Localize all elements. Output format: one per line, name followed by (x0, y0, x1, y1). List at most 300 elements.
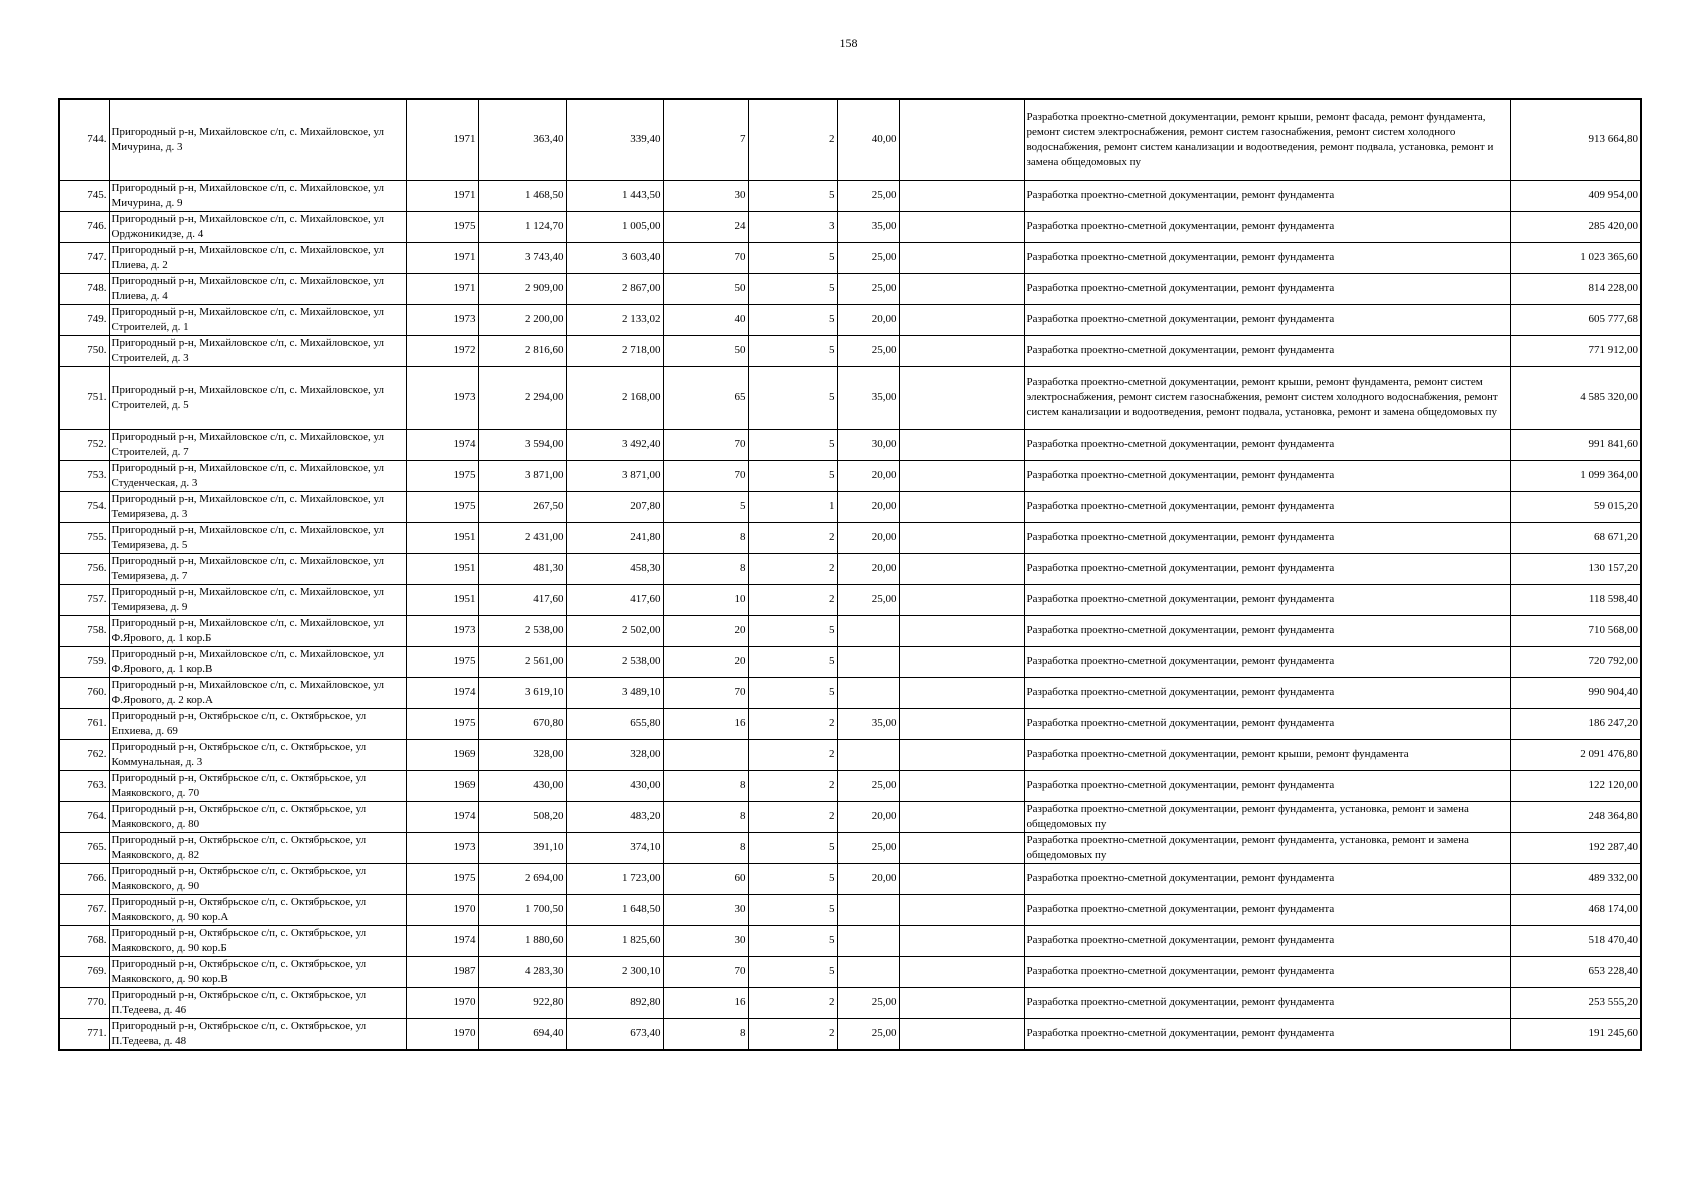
works-cell: Разработка проектно-сметной документации, ремонт фундамента (1024, 429, 1510, 460)
row-number-cell: 753. (59, 460, 109, 491)
year-built-cell: 1975 (406, 491, 478, 522)
wear-percent-cell: 40,00 (837, 99, 899, 180)
row-number-cell: 764. (59, 801, 109, 832)
year-built-cell: 1970 (406, 987, 478, 1018)
residents-cell: 60 (663, 863, 748, 894)
floors-cell: 5 (748, 242, 837, 273)
living-area-cell: 339,40 (566, 99, 663, 180)
row-number-cell: 767. (59, 894, 109, 925)
empty-cell (899, 863, 1024, 894)
table-row (59, 180, 1641, 211)
address-cell: Пригородный р-н, Михайловское с/п, с. Михайловское, ул Ф.Ярового, д. 2 кор.А (109, 677, 406, 708)
cost-cell: 653 228,40 (1510, 956, 1641, 987)
row-number-cell: 745. (59, 180, 109, 211)
wear-percent-cell (837, 677, 899, 708)
row-number-cell: 751. (59, 366, 109, 429)
living-area-cell: 2 867,00 (566, 273, 663, 304)
works-cell: Разработка проектно-сметной документации, ремонт крыши, ремонт фундамента, ремонт систем электроснабжения, ремонт систем газоснабжения, ремонт систем холодного водоснабжения, ремонт систем канализации и водоотведения, ремонт подвала, установка, ремонт и замена общедомовых пу (1024, 366, 1510, 429)
address-cell: Пригородный р-н, Михайловское с/п, с. Михайловское, ул Строителей, д. 5 (109, 366, 406, 429)
cost-cell: 186 247,20 (1510, 708, 1641, 739)
wear-percent-cell (837, 894, 899, 925)
works-cell: Разработка проектно-сметной документации, ремонт фундамента, установка, ремонт и замена общедомовых пу (1024, 832, 1510, 863)
cost-cell: 59 015,20 (1510, 491, 1641, 522)
floors-cell: 2 (748, 553, 837, 584)
year-built-cell: 1969 (406, 739, 478, 770)
table-row (59, 1018, 1641, 1050)
empty-cell (899, 429, 1024, 460)
residents-cell: 8 (663, 770, 748, 801)
address-cell: Пригородный р-н, Михайловское с/п, с. Михайловское, ул Мичурина, д. 3 (109, 99, 406, 180)
works-cell: Разработка проектно-сметной документации, ремонт фундамента (1024, 894, 1510, 925)
living-area-cell: 483,20 (566, 801, 663, 832)
living-area-cell: 892,80 (566, 987, 663, 1018)
address-cell: Пригородный р-н, Октябрьское с/п, с. Октябрьское, ул Маяковского, д. 82 (109, 832, 406, 863)
table-row (59, 646, 1641, 677)
total-area-cell: 922,80 (478, 987, 566, 1018)
works-cell: Разработка проектно-сметной документации, ремонт фундамента (1024, 522, 1510, 553)
empty-cell (899, 708, 1024, 739)
address-cell: Пригородный р-н, Михайловское с/п, с. Михайловское, ул Темирязева, д. 7 (109, 553, 406, 584)
empty-cell (899, 180, 1024, 211)
cost-cell: 2 091 476,80 (1510, 739, 1641, 770)
floors-cell: 5 (748, 894, 837, 925)
year-built-cell: 1951 (406, 522, 478, 553)
living-area-cell: 1 723,00 (566, 863, 663, 894)
row-number-cell: 759. (59, 646, 109, 677)
empty-cell (899, 211, 1024, 242)
empty-cell (899, 242, 1024, 273)
residents-cell: 70 (663, 242, 748, 273)
works-cell: Разработка проектно-сметной документации, ремонт фундамента (1024, 242, 1510, 273)
residents-cell: 30 (663, 894, 748, 925)
wear-percent-cell: 25,00 (837, 987, 899, 1018)
floors-cell: 5 (748, 832, 837, 863)
living-area-cell: 207,80 (566, 491, 663, 522)
cost-cell: 130 157,20 (1510, 553, 1641, 584)
floors-cell: 2 (748, 739, 837, 770)
address-cell: Пригородный р-н, Октябрьское с/п, с. Октябрьское, ул Епхиева, д. 69 (109, 708, 406, 739)
living-area-cell: 3 603,40 (566, 242, 663, 273)
living-area-cell: 3 492,40 (566, 429, 663, 460)
wear-percent-cell: 20,00 (837, 460, 899, 491)
year-built-cell: 1975 (406, 211, 478, 242)
empty-cell (899, 894, 1024, 925)
total-area-cell: 1 468,50 (478, 180, 566, 211)
residents-cell: 8 (663, 801, 748, 832)
residents-cell: 24 (663, 211, 748, 242)
empty-cell (899, 522, 1024, 553)
residents-cell: 16 (663, 987, 748, 1018)
table-row (59, 304, 1641, 335)
residents-cell: 50 (663, 273, 748, 304)
total-area-cell: 481,30 (478, 553, 566, 584)
floors-cell: 3 (748, 211, 837, 242)
total-area-cell: 3 594,00 (478, 429, 566, 460)
living-area-cell: 1 005,00 (566, 211, 663, 242)
total-area-cell: 391,10 (478, 832, 566, 863)
total-area-cell: 694,40 (478, 1018, 566, 1050)
year-built-cell: 1974 (406, 677, 478, 708)
floors-cell: 2 (748, 708, 837, 739)
cost-cell: 4 585 320,00 (1510, 366, 1641, 429)
works-cell: Разработка проектно-сметной документации, ремонт фундамента (1024, 211, 1510, 242)
works-cell: Разработка проектно-сметной документации, ремонт фундамента (1024, 460, 1510, 491)
year-built-cell: 1971 (406, 273, 478, 304)
works-cell: Разработка проектно-сметной документации, ремонт фундамента (1024, 708, 1510, 739)
address-cell: Пригородный р-н, Октябрьское с/п, с. Октябрьское, ул Маяковского, д. 70 (109, 770, 406, 801)
floors-cell: 2 (748, 99, 837, 180)
wear-percent-cell: 35,00 (837, 211, 899, 242)
cost-cell: 605 777,68 (1510, 304, 1641, 335)
cost-cell: 1 023 365,60 (1510, 242, 1641, 273)
total-area-cell: 3 619,10 (478, 677, 566, 708)
empty-cell (899, 770, 1024, 801)
total-area-cell: 3 743,40 (478, 242, 566, 273)
row-number-cell: 766. (59, 863, 109, 894)
wear-percent-cell (837, 739, 899, 770)
total-area-cell: 3 871,00 (478, 460, 566, 491)
total-area-cell: 670,80 (478, 708, 566, 739)
row-number-cell: 748. (59, 273, 109, 304)
floors-cell: 5 (748, 304, 837, 335)
address-cell: Пригородный р-н, Михайловское с/п, с. Михайловское, ул Темирязева, д. 9 (109, 584, 406, 615)
works-cell: Разработка проектно-сметной документации, ремонт фундамента (1024, 925, 1510, 956)
total-area-cell: 1 880,60 (478, 925, 566, 956)
row-number-cell: 771. (59, 1018, 109, 1050)
living-area-cell: 374,10 (566, 832, 663, 863)
empty-cell (899, 925, 1024, 956)
empty-cell (899, 987, 1024, 1018)
cost-cell: 118 598,40 (1510, 584, 1641, 615)
cost-cell: 285 420,00 (1510, 211, 1641, 242)
residents-cell: 8 (663, 832, 748, 863)
wear-percent-cell: 25,00 (837, 273, 899, 304)
residents-cell (663, 739, 748, 770)
cost-cell: 991 841,60 (1510, 429, 1641, 460)
empty-cell (899, 491, 1024, 522)
total-area-cell: 2 200,00 (478, 304, 566, 335)
living-area-cell: 2 538,00 (566, 646, 663, 677)
year-built-cell: 1970 (406, 894, 478, 925)
address-cell: Пригородный р-н, Михайловское с/п, с. Михайловское, ул Темирязева, д. 5 (109, 522, 406, 553)
year-built-cell: 1975 (406, 646, 478, 677)
works-cell: Разработка проектно-сметной документации, ремонт фундамента (1024, 956, 1510, 987)
cost-cell: 191 245,60 (1510, 1018, 1641, 1050)
cost-cell: 489 332,00 (1510, 863, 1641, 894)
residents-cell: 20 (663, 615, 748, 646)
total-area-cell: 2 538,00 (478, 615, 566, 646)
table-row (59, 801, 1641, 832)
living-area-cell: 2 168,00 (566, 366, 663, 429)
table-row (59, 335, 1641, 366)
table-row (59, 273, 1641, 304)
works-cell: Разработка проектно-сметной документации, ремонт фундамента (1024, 646, 1510, 677)
floors-cell: 5 (748, 925, 837, 956)
total-area-cell: 2 816,60 (478, 335, 566, 366)
works-cell: Разработка проектно-сметной документации, ремонт фундамента (1024, 553, 1510, 584)
living-area-cell: 673,40 (566, 1018, 663, 1050)
empty-cell (899, 366, 1024, 429)
wear-percent-cell: 35,00 (837, 366, 899, 429)
cost-cell: 68 671,20 (1510, 522, 1641, 553)
works-cell: Разработка проектно-сметной документации, ремонт фундамента (1024, 335, 1510, 366)
empty-cell (899, 460, 1024, 491)
wear-percent-cell: 35,00 (837, 708, 899, 739)
cost-cell: 248 364,80 (1510, 801, 1641, 832)
table-row (59, 242, 1641, 273)
floors-cell: 5 (748, 956, 837, 987)
total-area-cell: 2 561,00 (478, 646, 566, 677)
wear-percent-cell: 25,00 (837, 180, 899, 211)
living-area-cell: 3 489,10 (566, 677, 663, 708)
residents-cell: 5 (663, 491, 748, 522)
row-number-cell: 770. (59, 987, 109, 1018)
wear-percent-cell: 20,00 (837, 491, 899, 522)
floors-cell: 5 (748, 366, 837, 429)
table-row (59, 708, 1641, 739)
row-number-cell: 755. (59, 522, 109, 553)
address-cell: Пригородный р-н, Октябрьское с/п, с. Октябрьское, ул Коммунальная, д. 3 (109, 739, 406, 770)
floors-cell: 2 (748, 522, 837, 553)
table-row (59, 925, 1641, 956)
wear-percent-cell: 25,00 (837, 832, 899, 863)
living-area-cell: 2 300,10 (566, 956, 663, 987)
table-row (59, 677, 1641, 708)
empty-cell (899, 1018, 1024, 1050)
works-cell: Разработка проектно-сметной документации, ремонт фундамента (1024, 304, 1510, 335)
housing-repair-table (58, 98, 1642, 1051)
living-area-cell: 1 443,50 (566, 180, 663, 211)
residents-cell: 70 (663, 429, 748, 460)
living-area-cell: 1 648,50 (566, 894, 663, 925)
year-built-cell: 1971 (406, 242, 478, 273)
wear-percent-cell (837, 646, 899, 677)
table-row (59, 863, 1641, 894)
residents-cell: 70 (663, 460, 748, 491)
address-cell: Пригородный р-н, Октябрьское с/п, с. Октябрьское, ул Маяковского, д. 90 кор.В (109, 956, 406, 987)
total-area-cell: 2 431,00 (478, 522, 566, 553)
living-area-cell: 2 502,00 (566, 615, 663, 646)
empty-cell (899, 335, 1024, 366)
floors-cell: 5 (748, 646, 837, 677)
empty-cell (899, 273, 1024, 304)
row-number-cell: 754. (59, 491, 109, 522)
total-area-cell: 1 124,70 (478, 211, 566, 242)
empty-cell (899, 553, 1024, 584)
cost-cell: 192 287,40 (1510, 832, 1641, 863)
address-cell: Пригородный р-н, Михайловское с/п, с. Михайловское, ул Ф.Ярового, д. 1 кор.Б (109, 615, 406, 646)
row-number-cell: 757. (59, 584, 109, 615)
year-built-cell: 1973 (406, 832, 478, 863)
table-row (59, 770, 1641, 801)
year-built-cell: 1987 (406, 956, 478, 987)
table-row (59, 739, 1641, 770)
table-row (59, 894, 1641, 925)
address-cell: Пригородный р-н, Михайловское с/п, с. Михайловское, ул Строителей, д. 7 (109, 429, 406, 460)
table-row (59, 491, 1641, 522)
works-cell: Разработка проектно-сметной документации, ремонт фундамента (1024, 615, 1510, 646)
wear-percent-cell (837, 956, 899, 987)
works-cell: Разработка проектно-сметной документации, ремонт фундамента (1024, 180, 1510, 211)
floors-cell: 5 (748, 429, 837, 460)
address-cell: Пригородный р-н, Октябрьское с/п, с. Октябрьское, ул П.Тедеева, д. 46 (109, 987, 406, 1018)
year-built-cell: 1975 (406, 460, 478, 491)
empty-cell (899, 646, 1024, 677)
floors-cell: 5 (748, 180, 837, 211)
floors-cell: 5 (748, 615, 837, 646)
year-built-cell: 1973 (406, 615, 478, 646)
table-row (59, 429, 1641, 460)
living-area-cell: 655,80 (566, 708, 663, 739)
table-row (59, 460, 1641, 491)
works-cell: Разработка проектно-сметной документации, ремонт фундамента (1024, 770, 1510, 801)
wear-percent-cell: 20,00 (837, 522, 899, 553)
year-built-cell: 1975 (406, 708, 478, 739)
row-number-cell: 744. (59, 99, 109, 180)
empty-cell (899, 832, 1024, 863)
empty-cell (899, 677, 1024, 708)
table-row (59, 553, 1641, 584)
wear-percent-cell: 30,00 (837, 429, 899, 460)
works-cell: Разработка проектно-сметной документации, ремонт крыши, ремонт фундамента (1024, 739, 1510, 770)
floors-cell: 5 (748, 863, 837, 894)
works-cell: Разработка проектно-сметной документации, ремонт фундамента (1024, 987, 1510, 1018)
address-cell: Пригородный р-н, Октябрьское с/п, с. Октябрьское, ул Маяковского, д. 90 (109, 863, 406, 894)
residents-cell: 7 (663, 99, 748, 180)
total-area-cell: 363,40 (478, 99, 566, 180)
wear-percent-cell: 25,00 (837, 1018, 899, 1050)
table-row (59, 99, 1641, 180)
total-area-cell: 1 700,50 (478, 894, 566, 925)
cost-cell: 720 792,00 (1510, 646, 1641, 677)
address-cell: Пригородный р-н, Октябрьское с/п, с. Октябрьское, ул Маяковского, д. 90 кор.А (109, 894, 406, 925)
residents-cell: 30 (663, 180, 748, 211)
table-row (59, 987, 1641, 1018)
cost-cell: 122 120,00 (1510, 770, 1641, 801)
cost-cell: 1 099 364,00 (1510, 460, 1641, 491)
row-number-cell: 749. (59, 304, 109, 335)
year-built-cell: 1951 (406, 553, 478, 584)
residents-cell: 30 (663, 925, 748, 956)
table-row (59, 366, 1641, 429)
page-number: 158 (839, 36, 858, 50)
row-number-cell: 760. (59, 677, 109, 708)
works-cell: Разработка проектно-сметной документации, ремонт фундамента (1024, 677, 1510, 708)
cost-cell: 913 664,80 (1510, 99, 1641, 180)
table-row (59, 522, 1641, 553)
wear-percent-cell (837, 615, 899, 646)
table-row (59, 832, 1641, 863)
cost-cell: 253 555,20 (1510, 987, 1641, 1018)
wear-percent-cell: 20,00 (837, 863, 899, 894)
year-built-cell: 1951 (406, 584, 478, 615)
works-cell: Разработка проектно-сметной документации, ремонт фундамента (1024, 1018, 1510, 1050)
empty-cell (899, 956, 1024, 987)
address-cell: Пригородный р-н, Михайловское с/п, с. Михайловское, ул Строителей, д. 1 (109, 304, 406, 335)
year-built-cell: 1971 (406, 99, 478, 180)
empty-cell (899, 739, 1024, 770)
address-cell: Пригородный р-н, Михайловское с/п, с. Михайловское, ул Плиева, д. 4 (109, 273, 406, 304)
year-built-cell: 1973 (406, 366, 478, 429)
address-cell: Пригородный р-н, Михайловское с/п, с. Михайловское, ул Плиева, д. 2 (109, 242, 406, 273)
wear-percent-cell: 25,00 (837, 770, 899, 801)
works-cell: Разработка проектно-сметной документации, ремонт крыши, ремонт фасада, ремонт фундамента, ремонт систем электроснабжения, ремонт систем газоснабжения, ремонт систем холодного водоснабжения, ремонт систем канализации и водоотведения, ремонт подвала, установка, ремонт и замена общедомовых пу (1024, 99, 1510, 180)
row-number-cell: 746. (59, 211, 109, 242)
floors-cell: 2 (748, 770, 837, 801)
works-cell: Разработка проектно-сметной документации, ремонт фундамента (1024, 863, 1510, 894)
total-area-cell: 267,50 (478, 491, 566, 522)
cost-cell: 409 954,00 (1510, 180, 1641, 211)
residents-cell: 65 (663, 366, 748, 429)
year-built-cell: 1974 (406, 801, 478, 832)
address-cell: Пригородный р-н, Михайловское с/п, с. Михайловское, ул Темирязева, д. 3 (109, 491, 406, 522)
residents-cell: 8 (663, 522, 748, 553)
year-built-cell: 1975 (406, 863, 478, 894)
total-area-cell: 2 909,00 (478, 273, 566, 304)
living-area-cell: 458,30 (566, 553, 663, 584)
total-area-cell: 2 294,00 (478, 366, 566, 429)
total-area-cell: 328,00 (478, 739, 566, 770)
living-area-cell: 2 133,02 (566, 304, 663, 335)
year-built-cell: 1969 (406, 770, 478, 801)
cost-cell: 468 174,00 (1510, 894, 1641, 925)
row-number-cell: 762. (59, 739, 109, 770)
cost-cell: 771 912,00 (1510, 335, 1641, 366)
total-area-cell: 2 694,00 (478, 863, 566, 894)
works-cell: Разработка проектно-сметной документации, ремонт фундамента (1024, 584, 1510, 615)
row-number-cell: 768. (59, 925, 109, 956)
total-area-cell: 430,00 (478, 770, 566, 801)
address-cell: Пригородный р-н, Октябрьское с/п, с. Октябрьское, ул Маяковского, д. 80 (109, 801, 406, 832)
living-area-cell: 417,60 (566, 584, 663, 615)
floors-cell: 2 (748, 1018, 837, 1050)
year-built-cell: 1974 (406, 925, 478, 956)
address-cell: Пригородный р-н, Михайловское с/п, с. Михайловское, ул Строителей, д. 3 (109, 335, 406, 366)
total-area-cell: 508,20 (478, 801, 566, 832)
wear-percent-cell: 20,00 (837, 553, 899, 584)
floors-cell: 5 (748, 273, 837, 304)
works-cell: Разработка проектно-сметной документации, ремонт фундамента (1024, 273, 1510, 304)
table-row (59, 956, 1641, 987)
wear-percent-cell: 20,00 (837, 801, 899, 832)
living-area-cell: 1 825,60 (566, 925, 663, 956)
row-number-cell: 758. (59, 615, 109, 646)
living-area-cell: 2 718,00 (566, 335, 663, 366)
residents-cell: 8 (663, 553, 748, 584)
residents-cell: 50 (663, 335, 748, 366)
address-cell: Пригородный р-н, Михайловское с/п, с. Михайловское, ул Студенческая, д. 3 (109, 460, 406, 491)
empty-cell (899, 584, 1024, 615)
table-row (59, 584, 1641, 615)
table-row (59, 211, 1641, 242)
cost-cell: 990 904,40 (1510, 677, 1641, 708)
wear-percent-cell: 20,00 (837, 304, 899, 335)
address-cell: Пригородный р-н, Октябрьское с/п, с. Октябрьское, ул П.Тедеева, д. 48 (109, 1018, 406, 1050)
cost-cell: 518 470,40 (1510, 925, 1641, 956)
year-built-cell: 1973 (406, 304, 478, 335)
row-number-cell: 752. (59, 429, 109, 460)
residents-cell: 8 (663, 1018, 748, 1050)
floors-cell: 2 (748, 584, 837, 615)
living-area-cell: 430,00 (566, 770, 663, 801)
residents-cell: 70 (663, 677, 748, 708)
residents-cell: 10 (663, 584, 748, 615)
address-cell: Пригородный р-н, Октябрьское с/п, с. Октябрьское, ул Маяковского, д. 90 кор.Б (109, 925, 406, 956)
works-cell: Разработка проектно-сметной документации, ремонт фундамента, установка, ремонт и замена общедомовых пу (1024, 801, 1510, 832)
row-number-cell: 765. (59, 832, 109, 863)
wear-percent-cell: 25,00 (837, 584, 899, 615)
floors-cell: 5 (748, 460, 837, 491)
